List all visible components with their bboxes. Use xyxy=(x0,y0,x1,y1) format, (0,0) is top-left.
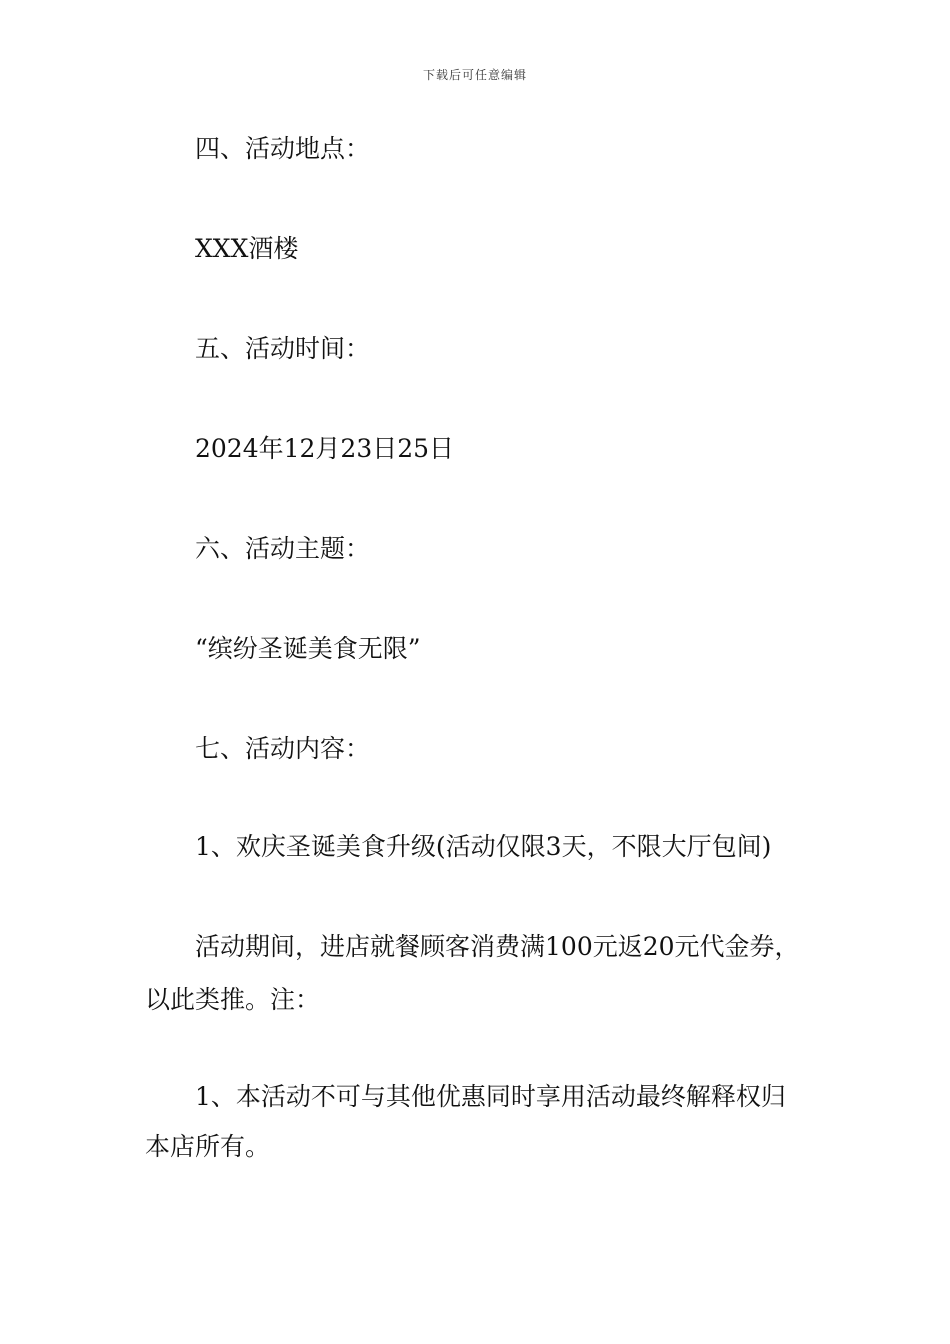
content-paragraph-line-2: 以此类推。注： xyxy=(145,985,321,1014)
note-paragraph-line-1: 1、本活动不可与其他优惠同时享用活动最终解释权归 xyxy=(195,1082,786,1111)
theme-text: “缤纷圣诞美食无限” xyxy=(195,634,421,663)
page-header: 下载后可任意编辑 xyxy=(422,68,527,82)
section-heading-time: 五、活动时间： xyxy=(195,334,371,363)
content-paragraph-line-1: 活动期间，进店就餐顾客消费满100元返20元代金券， xyxy=(195,932,800,961)
content-item-1: 1、欢庆圣诞美食升级(活动仅限3天，不限大厅包间) xyxy=(195,832,772,861)
note-paragraph-line-2: 本店所有。 xyxy=(145,1132,271,1161)
location-text: XXX酒楼 xyxy=(195,234,299,263)
section-heading-location: 四、活动地点： xyxy=(195,134,371,163)
section-heading-content: 七、活动内容： xyxy=(195,734,371,763)
time-text: 2024年12月23日25日 xyxy=(195,434,455,463)
section-heading-theme: 六、活动主题： xyxy=(195,534,371,563)
